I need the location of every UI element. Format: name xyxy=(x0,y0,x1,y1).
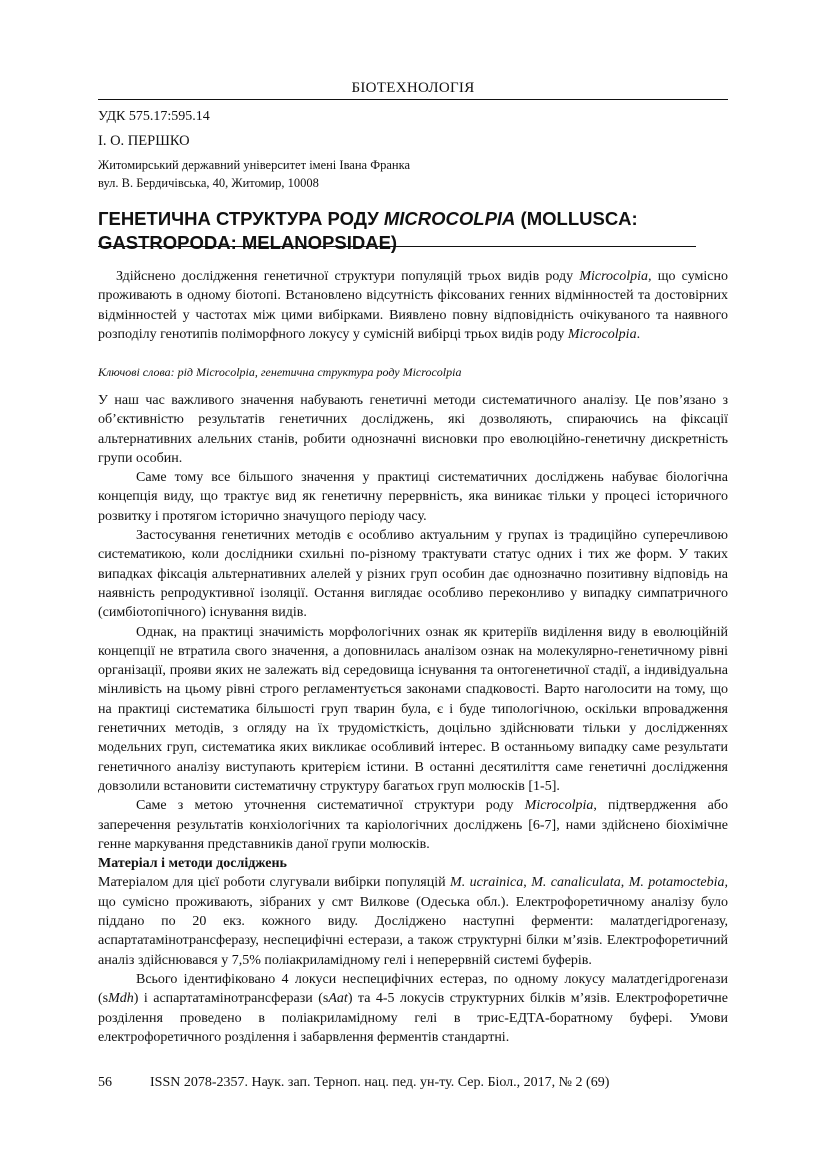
p6-sep-2: , xyxy=(620,875,629,891)
paragraph-4: Однак, на практиці значимість морфологічних ознак як критеріїв виділення виду в еволюційній концепції не втратила свого значення, а доповнилась аналізом ознак на молекулярно-генетичному рівні організації, прояви яких не залежать від середовища існування та онтогенетичної стадії, а індивідуальна мінливість на цьому рівні строго регламентується законами спадковості. Варто наголосити на тому, що на практиці систематика більшості груп тварин була, є і буде типологічною, оскільки впровадження генетичних методів, з огляду на їх трудомісткість, доцільно здійснювати тільки у дослідженнях модельних груп, систематика яких викликає особливий інтерес. В останньому випадку саме результати генетичного аналізу виступають критерієм істини. В останні десятиліття саме генетичні дослідження довзолили встановити систематичну структуру багатьох груп молюсків [1-5]. xyxy=(98,624,728,794)
affiliation-line-2: вул. В. Бердичівська, 40, Житомир, 10008 xyxy=(98,176,319,190)
p5-text-b: , підтвердження або заперечення результатів конхіологічних та каріологічних досліджень [6-7], нами здійснено біохімічне генне маркування представників даної групи молюсків. xyxy=(98,798,728,852)
p7-text-a: Всього ідентифіковано 4 локуси неспецифічних естераз, по одному локусу малатдегідрогенази (s xyxy=(98,971,728,1007)
title-rule xyxy=(98,246,696,247)
p6-text-d: що сумісно проживають, зібраних у смт Вилкове (Одеська обл.). Електрофоретичному аналізу було піддано по 20 екз. кожного виду. Досліджено наступні ферменти: малатдегідрогеназу, аспартатамінотрансферазу, неспецифічні естерази, а також структурні білки м’язів. Електрофоретичний аналіз здійснювався у 7,5% поліакриламідному гелі і неперервній системі буферів. xyxy=(98,894,728,968)
running-head: БІОТЕХНОЛОГІЯ xyxy=(351,80,475,96)
title-part-1: ГЕНЕТИЧНА СТРУКТУРА РОДУ xyxy=(98,208,384,229)
p6-species-1: M. ucrainica xyxy=(450,875,524,891)
p7-locus-aat: Aat xyxy=(328,991,348,1007)
p6-text-a: Матеріалом для цієї роботи слугували вибірки популяцій xyxy=(98,875,451,891)
keywords: Ключові слова: рід Microcolpia, генетична структура роду Microcolpia xyxy=(98,365,462,379)
article-body xyxy=(98,391,728,1047)
p5-text-a: Саме з метою уточнення систематичної структури роду xyxy=(136,798,525,814)
page-number: 56 xyxy=(98,1075,112,1090)
author-name: І. О. ПЕРШКО xyxy=(98,133,190,149)
p7-text-b: ) і аспартатамінотрансферази (s xyxy=(133,991,329,1007)
paragraph-6 xyxy=(98,873,728,969)
p6-species-3: M. potamoctebia, xyxy=(628,875,728,891)
p6-sep-1: , xyxy=(523,875,532,891)
affiliation xyxy=(98,156,410,192)
p7-locus-mdh: Mdh xyxy=(108,991,134,1007)
title-part-2: (MOLLUSCA: GASTROPODA: MELANOPSIDAE) xyxy=(98,208,638,253)
paragraph-1: У наш час важливого значення набувають генетичні методи систематичного аналізу. Це пов’язано з об’єктивністю результатів генетичних досліджень, які дозволяють, спираючись на фіксації альтернативних алельних станів, робити однозначні висновки про еволюційно-генетичну дискретність групи особин. xyxy=(98,393,728,466)
paragraph-2: Саме тому все більшого значення у практиці систематичних досліджень набуває біологічна концепція виду, що трактує вид як генетичну перервність, яка виникає тільки у процесі історичного розвитку і протягом історично значущого періоду часу. xyxy=(98,470,728,524)
abstract xyxy=(98,267,728,344)
abstract-genus-1: Microcolpia, xyxy=(579,269,652,284)
header-rule xyxy=(98,99,728,100)
title-genus: MICROCOLPIA xyxy=(383,208,516,229)
paragraph-3: Застосування генетичних методів є особливо актуальним у групах із традиційно суперечливою систематикою, коли дослідники схильні по-різному трактувати статус одних і тих же форм. У таких випадках фіксація альтернативних алелей у різних груп особин дає однозначно позитивну відповідь на наявність репродуктивної ізоляції. Остання виглядає особливо переконливо у випадку симпатричного (симбіотопічного) існування видів. xyxy=(98,528,728,621)
p7-text-c: ) та 4-5 локусів структурних білків м’язів. Електрофоретичне розділення проведено в поліакриламідному гелі в трис-ЕДТА-боратному буфері. Умови електрофоретичного розділення і забарвлення ферментів стандартні. xyxy=(98,991,729,1045)
journal-citation: ISSN 2078-2357. Наук. зап. Терноп. нац. пед. ун-ту. Сер. Біол., 2017, № 2 (69) xyxy=(150,1075,610,1090)
abstract-text-3: . xyxy=(636,326,641,342)
section-heading: Матеріал і методи досліджень xyxy=(98,856,287,872)
paragraph-5 xyxy=(98,796,728,854)
p5-genus: Microcolpia xyxy=(524,798,594,814)
udc-code: УДК 575.17:595.14 xyxy=(98,109,210,124)
abstract-text-1: Здійснено дослідження генетичної структури популяцій трьох видів роду xyxy=(116,269,580,284)
affiliation-line-1: Житомирський державний університет імені Івана Франка xyxy=(98,158,411,172)
paragraph-7 xyxy=(98,970,728,1047)
abstract-text-2: що сумісно проживають в одному біотопі. Встановлено відсутність фіксованих генних відмінностей та достовірних відмінностей у частотах між цими вибірками. Виявлено повну відповідність очікуваного та наявного розподілу генотипів поліморфного локусу у сумісній вибірці трьох видів роду xyxy=(98,269,728,342)
p6-species-2: M. canaliculata xyxy=(531,875,621,891)
abstract-genus-2: Microcolpia xyxy=(567,326,637,342)
article-title xyxy=(98,207,728,255)
